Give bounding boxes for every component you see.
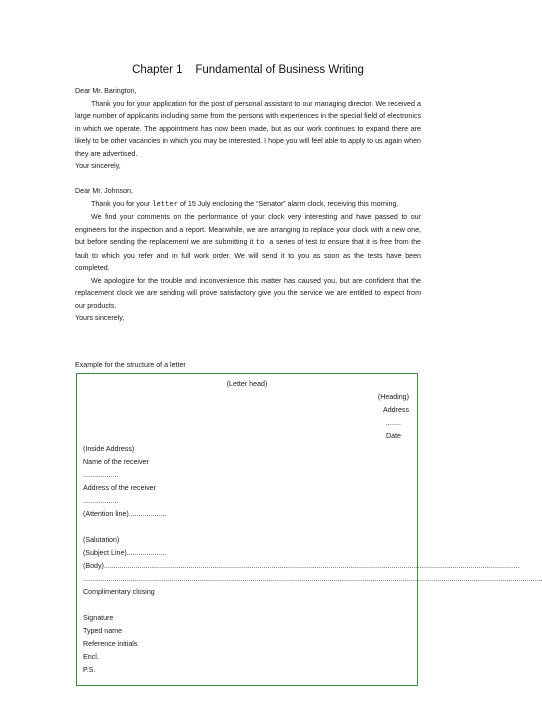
letter1-closing: Your sincerely, xyxy=(75,162,121,170)
attention-line-label: (Attention line)................... xyxy=(83,510,167,518)
body-line-label: (Body)................................................................................................................................................................................................................... xyxy=(83,562,520,570)
signature-label: Signature xyxy=(83,614,114,622)
typed-name-label: Typed name xyxy=(83,627,123,635)
heading-label: (Heading) xyxy=(377,393,409,401)
inside-address-label: (Inside Address) xyxy=(83,445,135,453)
receiver-address-label: Address of the receiver xyxy=(83,484,156,492)
receiver-address-dots: .................. xyxy=(83,497,119,505)
subject-line-label: (Subject Line).................... xyxy=(83,549,167,557)
letter2-paragraph-1 xyxy=(75,198,421,212)
reference-initials-label: Reference initials xyxy=(83,640,138,648)
letter2-salutation: Dear Mr. Johnson, xyxy=(75,187,133,195)
letter2-paragraph-2 xyxy=(75,211,421,275)
postscript-label: P.S. xyxy=(83,666,96,674)
letter2-p2-mono: to a xyxy=(255,239,274,247)
letter2-p1-text-b: of 15 July enclosing the “Senator” alarm clock, receiving this morning. xyxy=(178,199,399,208)
letter2-p1-mono: letter xyxy=(152,200,179,209)
body-dots-line: ......................................................................................................................................................................................................................................... xyxy=(83,575,542,583)
letter-head-label: (Letter head) xyxy=(226,380,268,388)
salutation-label: (Salutation) xyxy=(83,536,120,544)
document-body xyxy=(75,85,421,325)
letter-structure-box xyxy=(76,373,542,686)
complimentary-closing-label: Complimentary closing xyxy=(83,588,155,596)
letter1-salutation: Dear Mr. Barington, xyxy=(75,87,137,95)
letter2-paragraph-3: We apologize for the trouble and inconvenience this matter has caused you, but are confident that the replacement clock we are sending will prove satisfactory give you the service we are entitled to expect from our products. xyxy=(75,276,421,310)
letter2-p2-text-a: We find your comments on the performance of your clock very interesting and have passed to our engineers for the inspection and a report. Meanwhile, we are arranging to replace your clock with a new one, but before sending the replacement we are submitting it xyxy=(75,213,421,246)
letter2-p1-text-a: Thank you for your xyxy=(91,199,153,208)
address-label: Address xyxy=(382,406,409,414)
address-dots: ........ xyxy=(385,419,401,427)
letter2-closing: Yours sincerely, xyxy=(75,314,125,322)
letter1-body: Thank you for your application for the post of personal assistant to our managing director. We received a large number of applicants including some from the persons with experiences in the special field of electronics in which we operate. The appointment has now been made, but as our work continues to expand there are likely to be other vacancies in which you may be interested. I hope you will feel able to apply to us again when they are advertised. xyxy=(75,99,421,158)
receiver-name-dots: .................. xyxy=(83,471,119,479)
enclosure-label: Encl. xyxy=(83,653,99,661)
example-label: Example for the structure of a letter xyxy=(75,361,186,369)
spacer xyxy=(75,173,421,186)
receiver-name-label: Name of the receiver xyxy=(83,458,149,466)
date-label: Date xyxy=(386,432,401,440)
letter2-p2-text-b: series of test to ensure that it is free from the fault to which you refer and in full work order. We will send it to you as soon as the tests have been completed. xyxy=(75,238,421,272)
page-title: Chapter 1 Fundamental of Business Writing xyxy=(132,64,364,76)
